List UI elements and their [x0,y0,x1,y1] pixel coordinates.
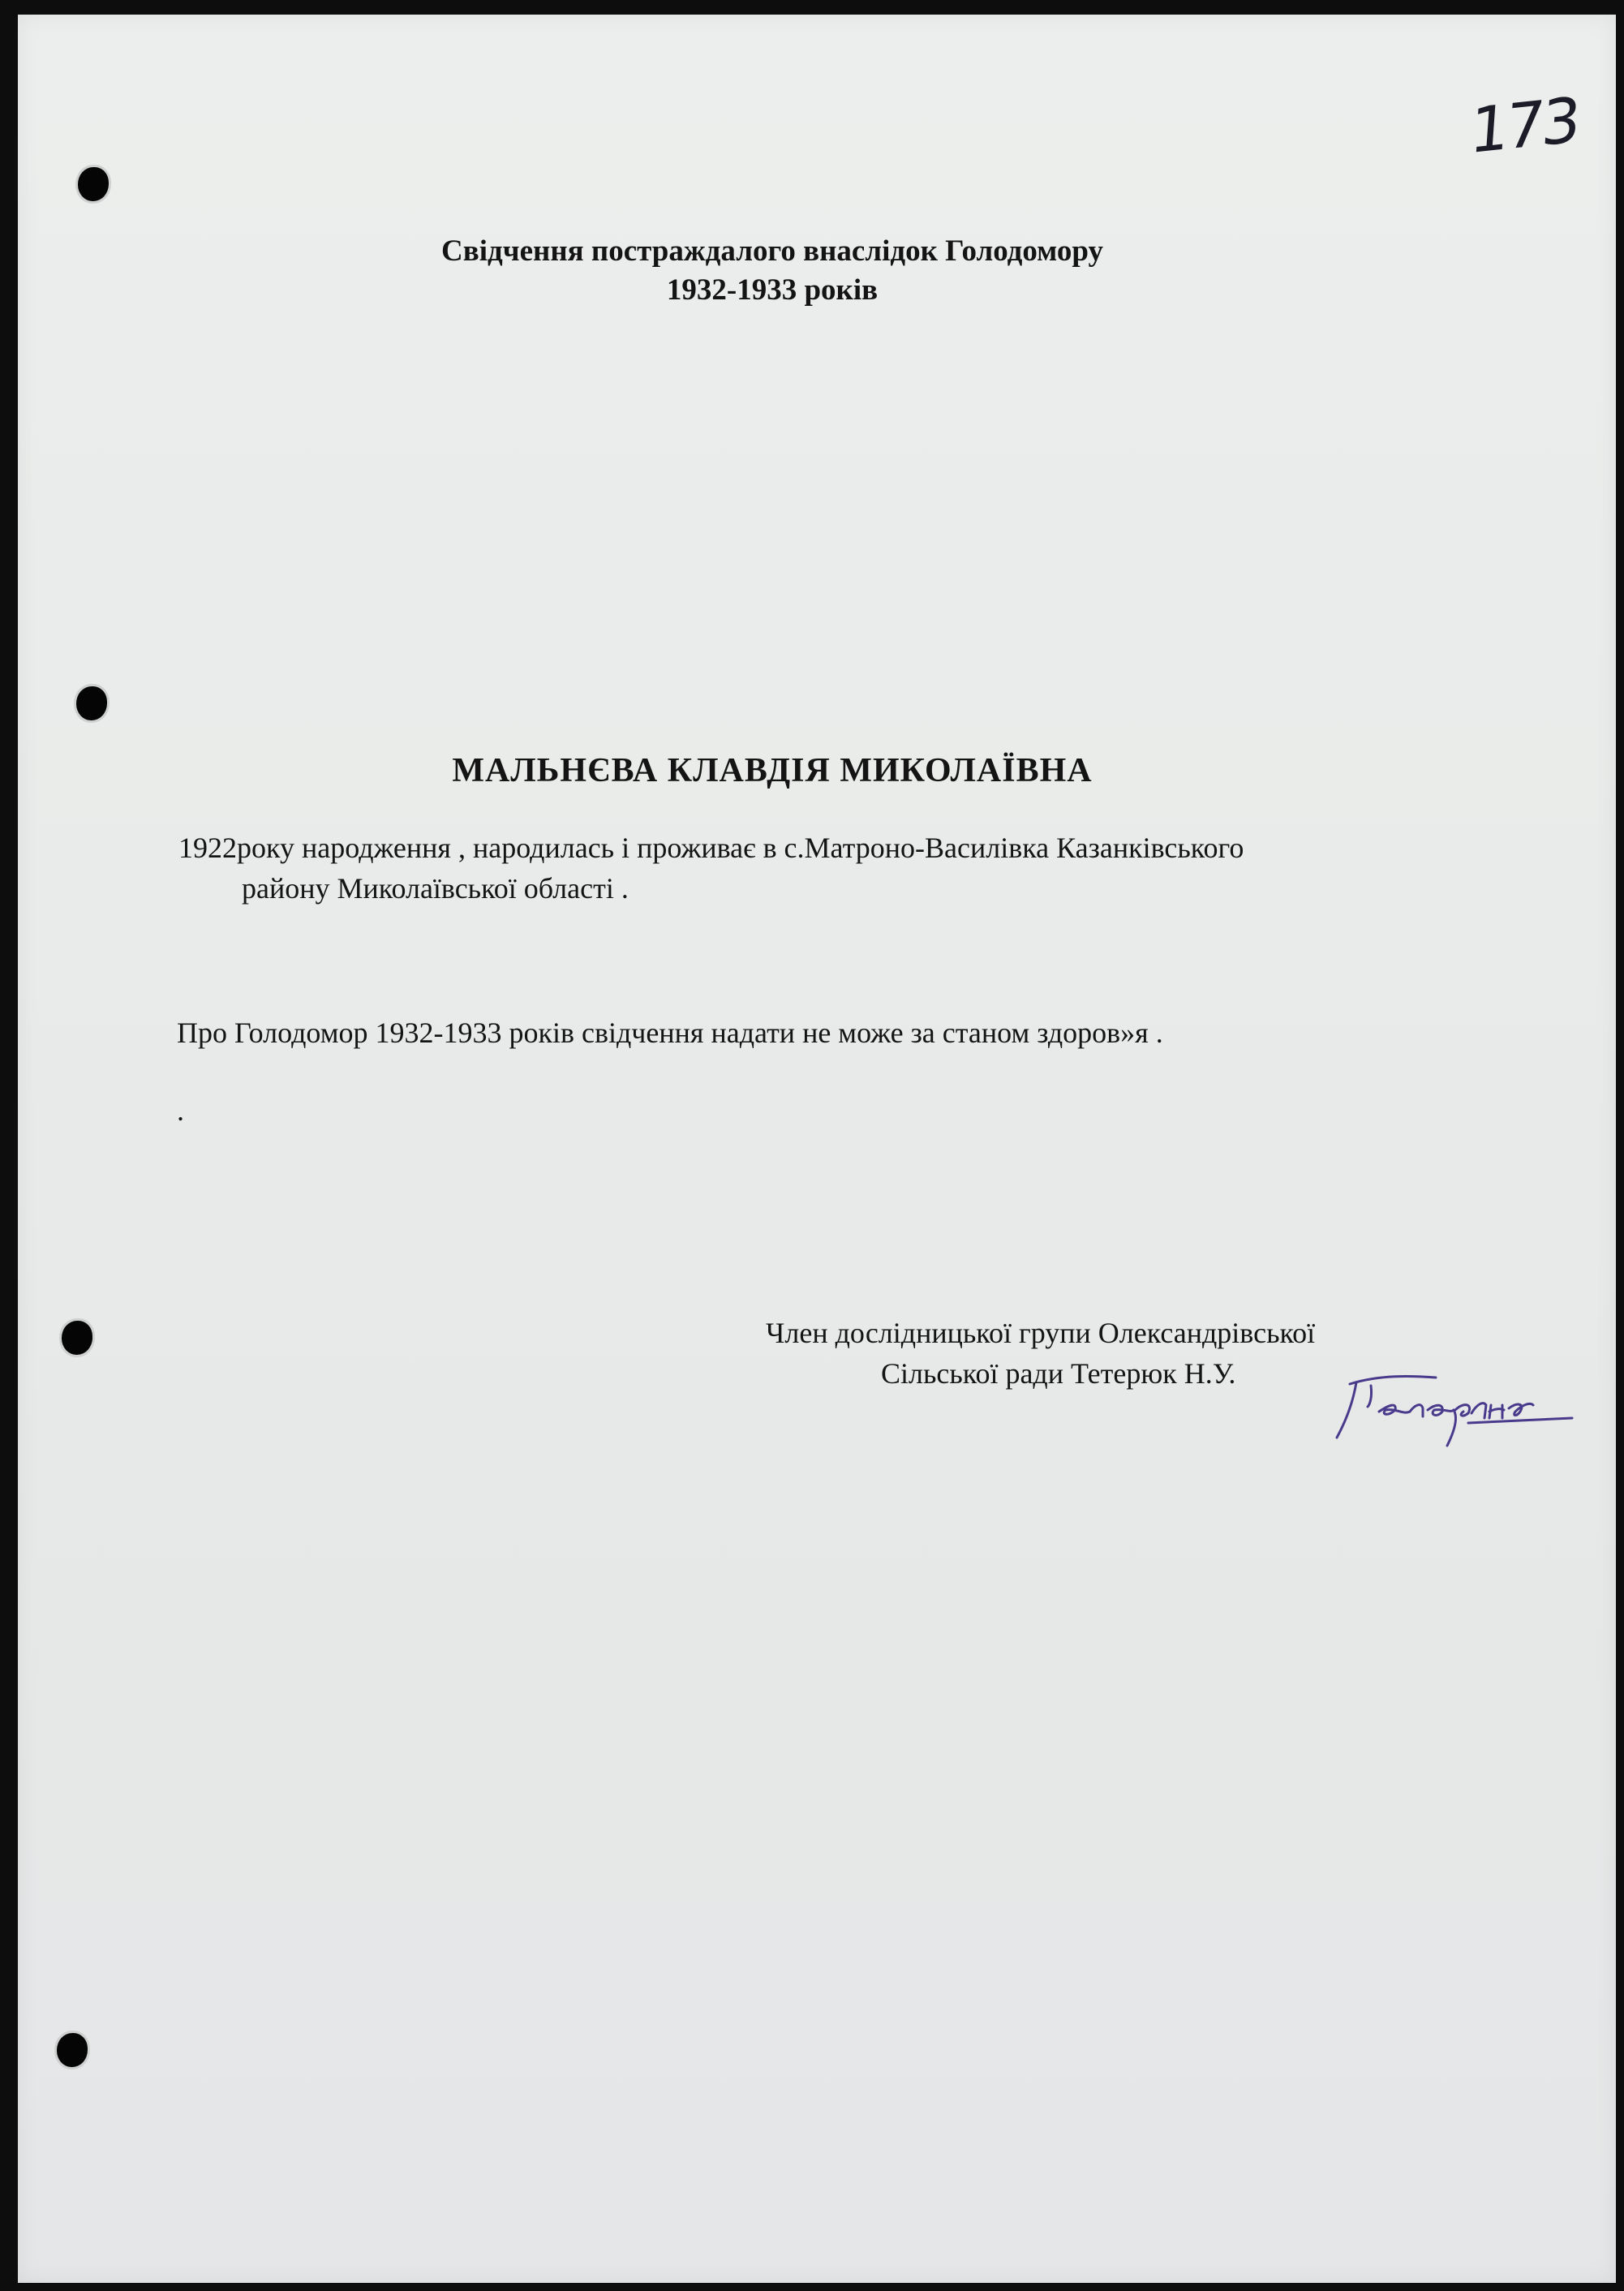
handwritten-page-number: 173 [1467,83,1580,168]
paper-sheet [18,15,1616,2283]
signatory-line2: Сільської ради Тетерюк Н.У. [881,1357,1236,1390]
person-name: МАЛЬНЄВА КЛАВДІЯ МИКОЛАЇВНА [452,752,1093,789]
header-title-line2: 1932-1933 років [666,273,879,307]
header-title-line1: Свідчення постраждалого внаслідок Голодомору [441,234,1103,268]
punch-hole-2 [76,686,107,720]
birth-info-line1: 1922року народження , народилась і проживає в с.Матроно-Василівка Казанківського [178,832,1244,864]
statement-text: Про Голодомор 1932-1933 років свідчення надати не може за станом здоров»я . [177,1017,1163,1049]
handwritten-signature [1332,1369,1592,1463]
stray-dot: . [177,1094,184,1127]
birth-info-line2: району Миколаївської області . [242,872,629,905]
punch-hole-4 [57,2033,88,2067]
signatory-line1: Член дослідницької групи Олександрівської [766,1317,1316,1349]
punch-hole-1 [78,167,109,201]
punch-hole-3 [62,1321,92,1355]
signature-drawing [1332,1369,1592,1459]
